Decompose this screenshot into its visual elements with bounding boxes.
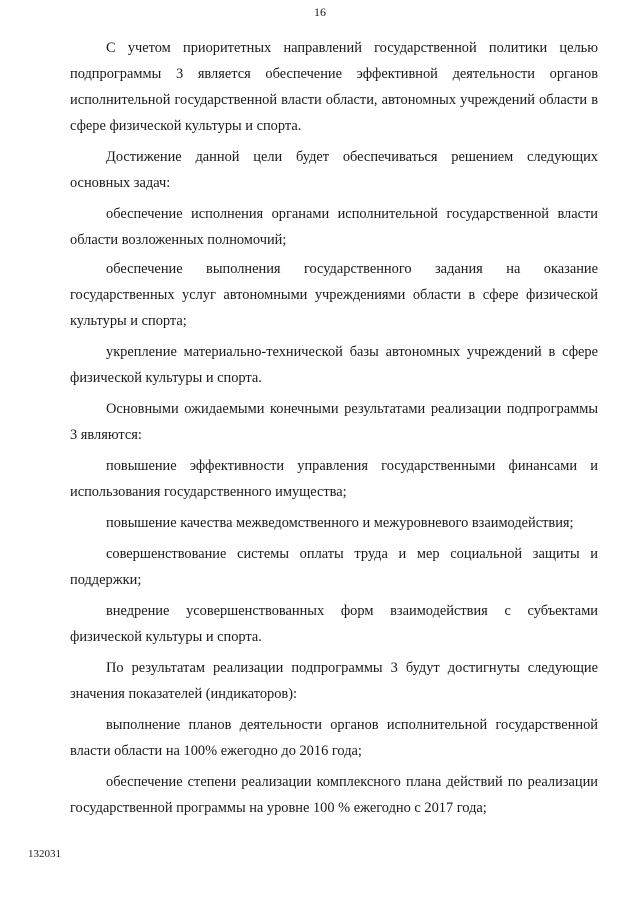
paragraph-task-1: обеспечение исполнения органами исполнительной государственной власти области возложенных полномочий; [70,206,598,248]
paragraph-indicator-1: выполнение планов деятельности органов исполнительной государственной власти области на 100% ежегодно до 2016 года; [70,717,598,759]
document-body [70,35,598,826]
paragraph-task-3: укрепление материально-технической базы автономных учреждений в сфере физической культуры и спорта. [70,344,598,386]
paragraph-indicators-intro: По результатам реализации подпрограммы 3 будут достигнуты следующие значения показателей (индикаторов): [70,660,598,702]
paragraph-result-4: внедрение усовершенствованных форм взаимодействия с субъектами физической культуры и спорта. [70,603,598,645]
page-number: 16 [314,5,326,19]
paragraph-tasks-intro: Достижение данной цели будет обеспечиваться решением следующих основных задач: [70,149,598,191]
paragraph-goal: С учетом приоритетных направлений государственной политики целью подпрограммы 3 является обеспечение эффективной деятельности органов исполнительной государственной власти области, автономных учреждений области в сфере физической культуры и спорта. [70,40,598,134]
paragraph-result-1: повышение эффективности управления государственными финансами и использования государственного имущества; [70,458,598,500]
paragraph-indicator-2: обеспечение степени реализации комплексного плана действий по реализации государственной программы на уровне 100 % ежегодно с 2017 года; [70,774,598,816]
paragraph-result-2: повышение качества межведомственного и межуровневого взаимодействия; [106,515,574,531]
paragraph-result-3: совершенствование системы оплаты труда и мер социальной защиты и поддержки; [70,546,598,588]
paragraph-task-2: обеспечение выполнения государственного задания на оказание государственных услуг автономными учреждениями области в сфере физической культуры и спорта; [70,261,598,329]
document-code: 132031 [28,848,61,860]
paragraph-results-intro: Основными ожидаемыми конечными результатами реализации подпрограммы 3 являются: [70,401,598,443]
